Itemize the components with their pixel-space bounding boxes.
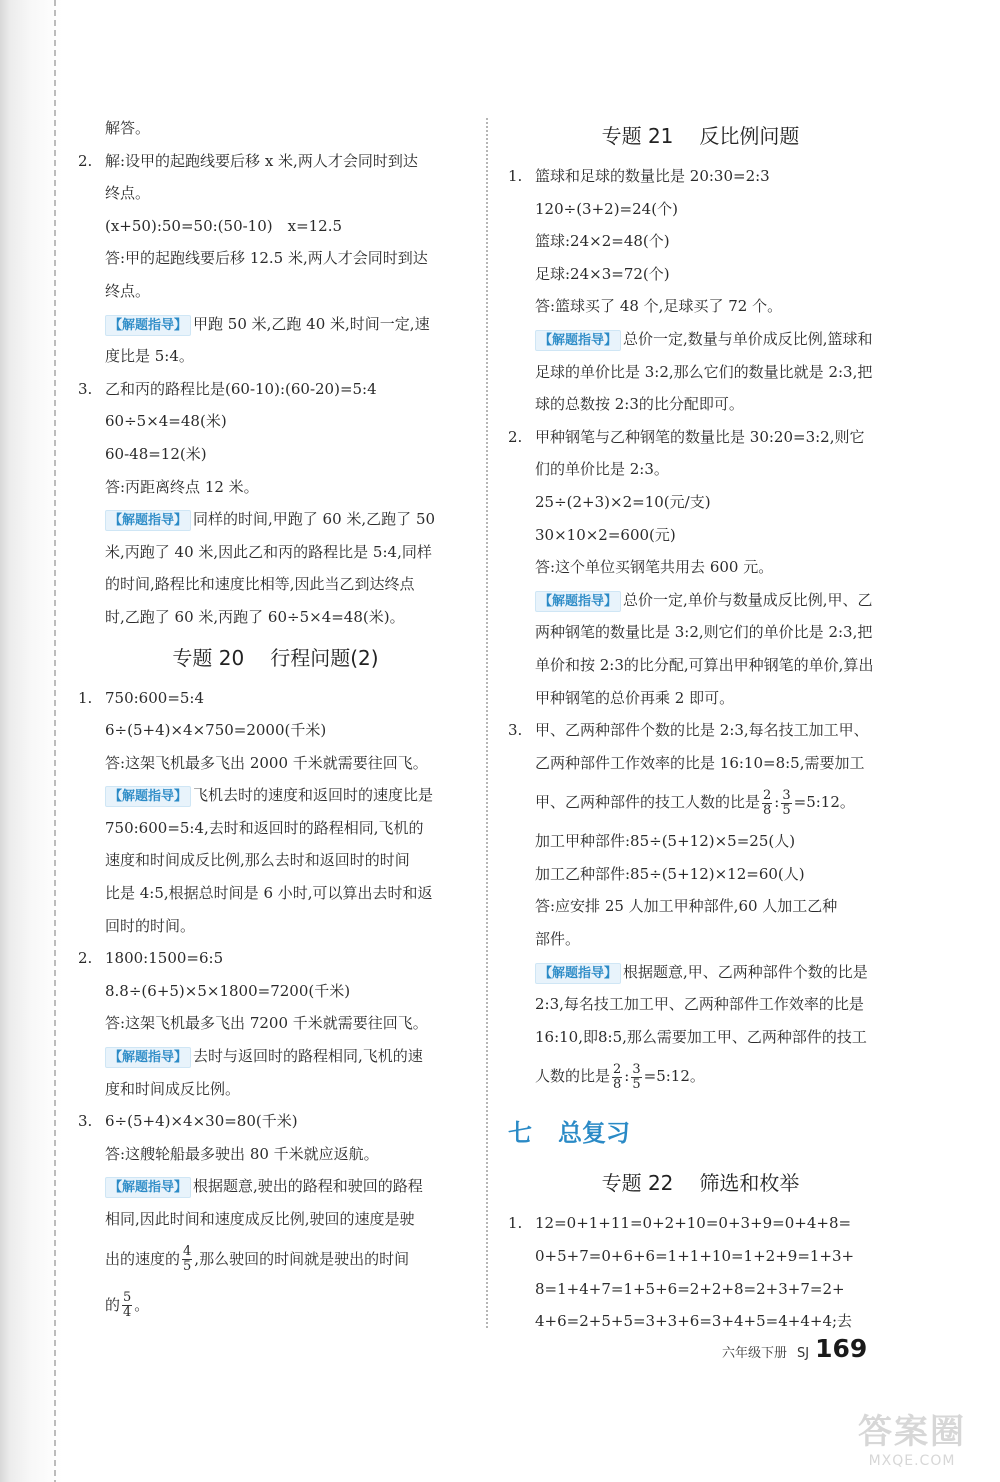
tip-text-part: 。 <box>134 1295 150 1314</box>
fraction-numerator: 3 <box>782 787 791 803</box>
equation: 0+5+7=0+6+6=1+1+10=1+2+9=1+3+ <box>535 1247 855 1266</box>
list-item <box>508 1207 893 1240</box>
fraction <box>182 1245 192 1274</box>
tip-text: 球的总数按 2:3的比分配即可。 <box>535 395 744 414</box>
tip-text: 同样的时间,甲跑了 60 米,乙跑了 50 <box>193 510 436 529</box>
tip-text <box>78 1282 473 1328</box>
fraction-denominator: 8 <box>613 1076 622 1092</box>
tip-text: 的时间,路程比和速度比相等,因此当乙到达终点 <box>105 575 415 594</box>
grade-label: 六年级下册 <box>722 1346 788 1361</box>
ratio-colon: : <box>624 1067 630 1086</box>
text-line: 乙两种部件工作效率的比是 16:10=8:5,需要加工 <box>535 753 865 772</box>
tip-text: 单价和按 2:3的比分配,可算出甲种钢笔的单价,算出 <box>535 655 874 674</box>
fraction-denominator: 8 <box>763 802 772 818</box>
text-line: 篮球和足球的数量比是 20:30=2:3 <box>535 167 770 185</box>
tip-text: 相同,因此时间和速度成反比例,驶回的速度是驶 <box>105 1210 415 1228</box>
left-column <box>78 112 473 1328</box>
watermark <box>836 1412 988 1474</box>
list-item <box>508 714 893 747</box>
list-item <box>78 942 473 975</box>
tip-text: 总价一定,单价与数量成反比例,甲、乙 <box>623 590 873 609</box>
section-title: 总复习 <box>558 1119 630 1148</box>
tip-text: 足球的单价比是 3:2,那么它们的数量比就是 2:3,把 <box>535 362 873 381</box>
text-line: 解:设甲的起跑线要后移 x 米,两人才会同时到达 <box>105 151 418 170</box>
item-number: 2. <box>78 151 93 170</box>
topic-heading <box>508 114 893 158</box>
tip-line <box>78 503 473 536</box>
list-item <box>508 421 893 454</box>
tip-label: 【解题指导】 <box>105 1047 191 1068</box>
equation: 加工乙种部件:85÷(5+12)×12=60(人) <box>535 864 805 883</box>
tip-line <box>508 323 893 356</box>
tip-text: 2:3,每名技工加工甲、乙两种部件工作效率的比是 <box>535 995 864 1014</box>
tip-text: 两种钢笔的数量比是 3:2,则它们的单价比是 2:3,把 <box>535 623 873 642</box>
fraction-numerator: 5 <box>123 1290 132 1306</box>
section-heading <box>508 1107 893 1159</box>
item-number: 1. <box>508 167 523 185</box>
equation: 8=1+4+7=1+5+6=2+2+8=2+3+7=2+ <box>535 1279 845 1298</box>
fraction <box>612 1063 622 1092</box>
text-line: 解答。 <box>105 119 151 137</box>
equation: 6÷(5+4)×4×30=80(千米) <box>105 1112 298 1131</box>
tip-line <box>78 1040 473 1073</box>
answer-line: 答:甲的起跑线要后移 12.5 米,两人才会同时到达 <box>105 249 428 268</box>
tip-text: 甲跑 50 米,乙跑 40 米,时间一定,速 <box>193 314 430 333</box>
fraction-denominator: 5 <box>183 1259 192 1275</box>
tip-text: 比是 4:5,根据总时间是 6 小时,可以算出去时和返 <box>105 884 433 903</box>
column-divider <box>486 118 488 1328</box>
edition-label: SJ <box>797 1346 810 1361</box>
answer-line: 答:这艘轮船最多驶出 80 千米就应返航。 <box>105 1144 379 1163</box>
equation: 25÷(2+3)×2=10(元/支) <box>535 492 711 511</box>
tip-text: 米,丙跑了 40 米,因此乙和丙的路程比是 5:4,同样 <box>105 542 432 561</box>
tip-text: 去时与返回时的路程相同,飞机的速 <box>193 1047 423 1066</box>
topic-heading <box>78 636 473 680</box>
page-binding-edge <box>0 0 62 1482</box>
fraction <box>762 789 772 818</box>
equation: 12=0+1+11=0+2+10=0+3+9=0+4+8= <box>535 1214 852 1233</box>
text-line: 甲种钢笔与乙种钢笔的数量比是 30:20=3:2,则它 <box>535 427 865 446</box>
topic-number: 专题 20 <box>172 645 245 670</box>
text-line: 乙和丙的路程比是(60-10):(60-20)=5:4 <box>105 379 377 398</box>
answer-line: 答:这架飞机最多飞出 7200 千米就需要往回飞。 <box>105 1014 428 1033</box>
tip-text-part: 的 <box>105 1295 121 1314</box>
tip-text <box>508 1053 893 1099</box>
watermark-logo: 答案圈 <box>858 1412 966 1452</box>
tip-label: 【解题指导】 <box>105 1177 191 1198</box>
fraction-numerator: 2 <box>763 787 772 803</box>
tip-line <box>508 584 893 617</box>
item-number: 1. <box>508 1214 523 1233</box>
list-item <box>78 1105 473 1138</box>
item-number: 2. <box>508 427 523 446</box>
watermark-url: MXQE.COM <box>868 1453 956 1469</box>
fraction-numerator: 2 <box>613 1061 622 1077</box>
text-part: =5:12。 <box>793 793 855 812</box>
item-number: 3. <box>78 379 93 398</box>
section-number: 七 <box>508 1119 532 1148</box>
fraction <box>122 1291 132 1320</box>
list-item <box>78 682 473 715</box>
tip-line <box>508 956 893 989</box>
equation: 120÷(3+2)=24(个) <box>535 199 678 218</box>
equation: 60-48=12(米) <box>105 444 207 463</box>
tip-text: 根据题意,驶出的路程和驶回的路程 <box>193 1177 423 1196</box>
topic-number: 专题 21 <box>601 124 674 148</box>
topic-heading <box>508 1161 893 1205</box>
tip-text: 度和时间成反比例。 <box>105 1079 241 1098</box>
item-number: 2. <box>78 949 93 968</box>
equation: 30×10×2=600(元) <box>535 525 676 544</box>
tip-label: 【解题指导】 <box>105 315 191 336</box>
tip-text: 总价一定,数量与单价成反比例,篮球和 <box>623 329 873 348</box>
topic-number: 专题 22 <box>601 1171 674 1196</box>
text-line <box>508 779 893 825</box>
page-number: 169 <box>815 1334 868 1363</box>
equation: 1800:1500=6:5 <box>105 949 224 968</box>
answer-line: 答:篮球买了 48 个,足球买了 72 个。 <box>535 297 783 316</box>
tip-text: 飞机去时的速度和返回时的速度比是 <box>193 786 434 805</box>
tip-line <box>78 779 473 812</box>
fraction-denominator: 5 <box>782 802 791 818</box>
item-number: 3. <box>508 721 523 740</box>
list-item <box>508 160 893 193</box>
tip-text: 度比是 5:4。 <box>105 347 194 366</box>
topic-title: 行程问题(2) <box>270 645 379 670</box>
fraction-denominator: 5 <box>632 1076 641 1092</box>
text-part: 甲、乙两种部件的技工人数的比是 <box>535 793 761 812</box>
fraction <box>781 789 791 818</box>
text-line: 终点。 <box>105 281 151 300</box>
equation: 8.8÷(6+5)×5×1800=7200(千米) <box>105 981 351 1000</box>
item-number: 3. <box>78 1112 93 1131</box>
tip-line <box>78 1170 473 1203</box>
list-item <box>78 373 473 406</box>
tip-text-part: ,那么驶回的时间就是驶出的时间 <box>194 1249 410 1268</box>
tip-text: 回时的时间。 <box>105 916 196 935</box>
list-item <box>78 145 473 178</box>
equation: 足球:24×3=72(个) <box>535 264 670 283</box>
tip-label: 【解题指导】 <box>535 330 621 351</box>
page-footer <box>722 1334 867 1363</box>
equation: 750:600=5:4 <box>105 688 205 707</box>
tip-text-part: 人数的比是 <box>535 1067 611 1086</box>
fraction <box>631 1063 641 1092</box>
tip-label: 【解题指导】 <box>535 591 621 612</box>
equation: 60÷5×4=48(米) <box>105 412 227 431</box>
fraction-numerator: 4 <box>183 1244 192 1260</box>
text-line: 甲、乙两种部件个数的比是 2:3,每名技工加工甲、 <box>535 721 869 740</box>
equation: 篮球:24×2=48(个) <box>535 232 670 251</box>
text-line: 终点。 <box>105 184 151 203</box>
equation: 加工甲种部件:85÷(5+12)×5=25(人) <box>535 832 796 851</box>
item-number: 1. <box>78 688 93 707</box>
tip-line <box>78 308 473 341</box>
tip-text: 根据题意,甲、乙两种部件个数的比是 <box>623 962 868 981</box>
fraction-denominator: 4 <box>123 1305 132 1321</box>
equation: 4+6=2+5+5=3+3+6=3+4+5=4+4+4;去 <box>535 1312 853 1331</box>
tip-label: 【解题指导】 <box>105 510 191 531</box>
equation: (x+50):50=50:(50-10) x=12.5 <box>105 216 343 235</box>
answer-line: 答:这架飞机最多飞出 2000 千米就需要往回飞。 <box>105 753 428 772</box>
right-column <box>508 112 893 1338</box>
tip-label: 【解题指导】 <box>535 963 621 984</box>
tip-text <box>78 1236 473 1282</box>
tip-text: 时,乙跑了 60 米,丙跑了 60÷5×4=48(米)。 <box>105 607 405 626</box>
tip-text: 甲种钢笔的总价再乘 2 即可。 <box>535 688 735 707</box>
topic-title: 反比例问题 <box>699 124 800 148</box>
ratio-colon: : <box>774 793 780 812</box>
topic-title: 筛选和枚举 <box>699 1171 800 1196</box>
answer-line: 答:应安排 25 人加工甲种部件,60 人加工乙种 <box>535 897 838 916</box>
answer-line: 答:丙距离终点 12 米。 <box>105 477 259 496</box>
fraction-numerator: 3 <box>632 1061 641 1077</box>
text-line: 们的单价比是 2:3。 <box>535 460 669 479</box>
tip-text: 750:600=5:4,去时和返回时的路程相同,飞机的 <box>105 818 424 837</box>
text-line: 部件。 <box>535 930 581 949</box>
tip-text-part: =5:12。 <box>643 1067 705 1086</box>
tip-text-part: 出的速度的 <box>105 1249 181 1268</box>
equation: 6÷(5+4)×4×750=2000(千米) <box>105 721 327 740</box>
tip-text: 16:10,即8:5,那么需要加工甲、乙两种部件的技工 <box>535 1027 867 1046</box>
tip-text: 速度和时间成反比例,那么去时和返回时的时间 <box>105 851 410 870</box>
tip-label: 【解题指导】 <box>105 786 191 807</box>
answer-line: 答:这个单位买钢笔共用去 600 元。 <box>535 558 774 577</box>
